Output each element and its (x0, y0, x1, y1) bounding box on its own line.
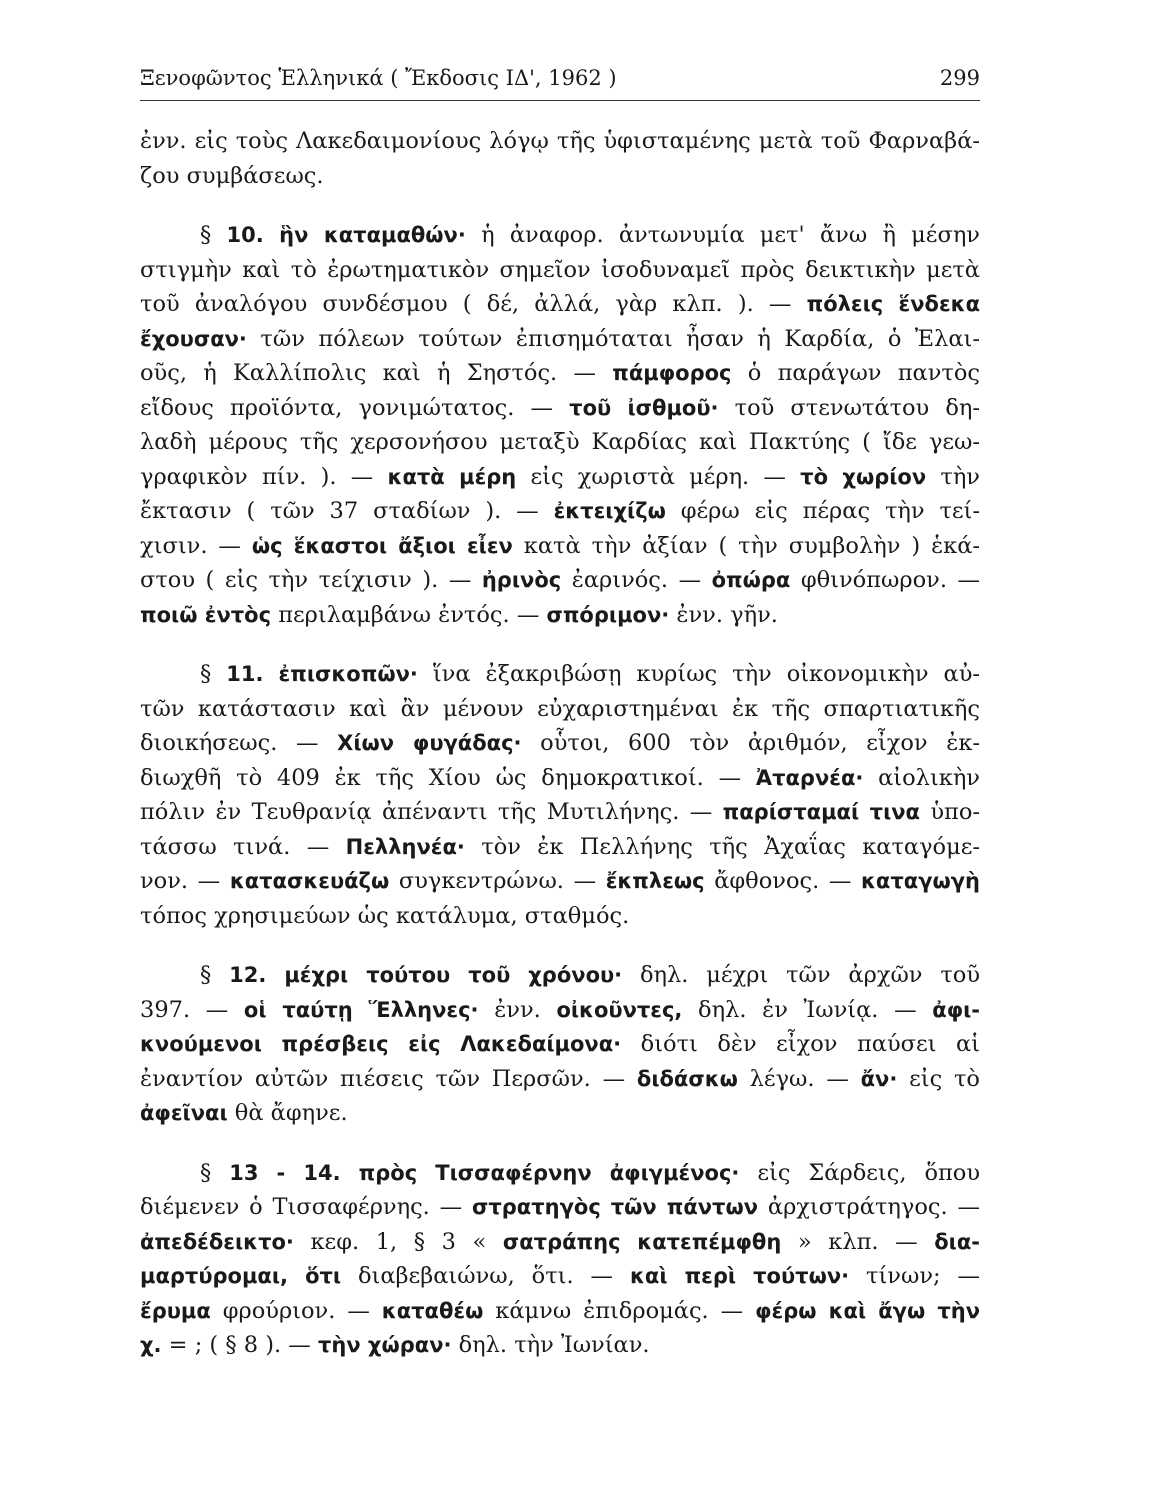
text-line (140, 356, 980, 391)
text-line (140, 529, 980, 564)
text-line (140, 494, 980, 529)
lemma-term: πάμφορος (612, 361, 732, 385)
text-line (140, 322, 980, 357)
gloss-text: τῶν κατάστασιν καὶ ἂν μένουν εὐχαριστημέναι ἐκ τῆς σπαρτιατικῆς (140, 695, 980, 722)
gloss-text: ἐνν. (478, 996, 557, 1023)
gloss-text: γραφικὸν πίν. ). — (140, 463, 388, 490)
gloss-text: ὑπο- (919, 799, 980, 825)
text-line (140, 159, 980, 194)
text-line (140, 253, 980, 288)
gloss-text: στιγμὴν καὶ τὸ ἐρωτηματικὸν σημεῖον ἰσοδυναμεῖ πρὸς δεικτικὴν μετὰ (140, 256, 980, 283)
paragraph (140, 1156, 980, 1363)
lemma-term: ἀφεῖναι (140, 1101, 228, 1125)
lemma-term: σατράπης κατεπέμφθη (502, 1229, 782, 1254)
gloss-text: θὰ ἄφηνε. (227, 1100, 348, 1126)
lemma-term: οἱ ταύτῃ Ἕλληνες· (243, 997, 479, 1022)
lemma-term: κνούμενοι πρέσβεις εἰς Λακεδαίμονα· (140, 1032, 622, 1056)
gloss-text: νον. — (140, 868, 230, 894)
gloss-text: φρούριον. — (210, 1297, 382, 1324)
gloss-text: διέμενεν ὁ Τισσαφέρνης. — (140, 1194, 473, 1220)
text-line (140, 563, 980, 598)
gloss-text: ὁ παράγων παντὸς (731, 360, 980, 386)
gloss-text: ἐαρινός. — (561, 567, 712, 593)
gloss-text: εἰς τὸ (897, 1065, 980, 1092)
lemma-term: σπόριμον· (546, 602, 670, 627)
gloss-text: κατὰ τὴν ἀξίαν ( τὴν συμβολὴν ) ἑκά- (512, 532, 981, 559)
paragraph (140, 218, 980, 632)
page-number: 299 (939, 66, 980, 90)
lemma-term: ὡς ἕκαστοι ἄξιοι εἶεν (251, 533, 513, 558)
text-line (140, 726, 980, 761)
lemma-term: τοῦ ἰσθμοῦ· (569, 395, 719, 420)
paragraph (140, 958, 980, 1131)
text-line (140, 657, 980, 692)
text-line (140, 1156, 980, 1191)
text-line (140, 761, 980, 796)
gloss-text: ἐνν. γῆν. (669, 601, 778, 628)
gloss-text: εἰς χωριστὰ μέρη. — (516, 463, 801, 490)
gloss-text: φέρω εἰς πέρας τὴν τεί- (665, 498, 980, 524)
text-line (140, 460, 980, 495)
gloss-text: ἀρχιστράτηγος. — (758, 1194, 980, 1220)
gloss-text: στου ( εἰς τὴν τείχισιν ). — (140, 567, 482, 593)
lemma-term: στρατηγὸς τῶν πάντων (472, 1195, 759, 1219)
paragraph-gap (140, 193, 980, 218)
text-line (140, 425, 980, 460)
paragraph (140, 124, 980, 193)
lemma-term: τὴν χώραν· (317, 1333, 452, 1357)
gloss-text: αἰολικὴν (863, 764, 980, 791)
lemma-term: ἀφι- (932, 997, 981, 1022)
lemma-term: φέρω καὶ ἄγω τὴν (755, 1298, 980, 1323)
gloss-text: § (200, 1159, 230, 1186)
gloss-text: περιλαμβάνω ἐντός. — (271, 601, 547, 628)
lemma-term: δια- (934, 1229, 980, 1254)
lemma-term: οἰκοῦντες, (556, 997, 683, 1022)
gloss-text: διωχθῆ τὸ 409 ἐκ τῆς Χίου ὡς δημοκρατικοί. — (140, 764, 756, 791)
gloss-text: φθινόπωρον. — (790, 567, 980, 593)
lemma-term: Χίων φυγάδας· (337, 731, 522, 755)
lemma-term: καταγωγὴ (861, 869, 981, 893)
lemma-term: διδάσκω (636, 1066, 738, 1091)
lemma-term: κατασκευάζω (229, 869, 390, 893)
text-line (140, 1294, 980, 1329)
gloss-text: ἐναντίον αὐτῶν πιέσεις τῶν Περσῶν. — (140, 1065, 637, 1092)
gloss-text: § (200, 661, 227, 687)
gloss-text: » κλπ. — (781, 1228, 935, 1255)
text-line (140, 124, 980, 159)
gloss-text: = ; ( § 8 ). — (161, 1332, 318, 1358)
text-line (140, 1328, 980, 1363)
gloss-text: 397. — (140, 996, 244, 1023)
gloss-text: κάμνω ἐπιδρομάς. — (483, 1297, 756, 1324)
lemma-term: τὸ χωρίον (800, 464, 927, 489)
lemma-term: ὀπώρα (711, 568, 791, 592)
gloss-text: τοῦ στενωτάτου δη- (718, 394, 981, 421)
gloss-text: δηλ. τὴν Ἰωνίαν. (451, 1332, 650, 1358)
gloss-text: διοικήσεως. — (140, 730, 338, 756)
gloss-text: κεφ. 1, § 3 « (293, 1228, 503, 1255)
lemma-term: κατὰ μέρη (387, 464, 517, 489)
gloss-text: § (200, 222, 227, 248)
text-line (140, 1062, 980, 1097)
gloss-text: δηλ. μέχρι τῶν ἀρχῶν τοῦ (622, 962, 981, 988)
lemma-term: μαρτύρομαι, ὅτι (140, 1264, 342, 1288)
gloss-text: τάσσω τινά. — (140, 833, 346, 860)
lemma-term: χ. (140, 1333, 162, 1357)
lemma-term: ἠρινὸς (481, 568, 562, 592)
text-line (140, 1096, 980, 1131)
gloss-text: διότι δὲν εἶχον παύσει αἱ (621, 1031, 980, 1057)
gloss-text: ἄφθονος. — (704, 868, 862, 894)
paragraph (140, 657, 980, 933)
gloss-text: ἐνν. εἰς τοὺς Λακεδαιμονίους λόγῳ τῆς ὑφισταμένης μετὰ τοῦ Φαρναβά- (140, 128, 980, 154)
running-header (140, 66, 980, 90)
gloss-text: ζου συμβάσεως. (140, 162, 324, 189)
text-line (140, 795, 980, 830)
lemma-term: 13 - 14. πρὸς Τισσαφέρνην ἀφιγμένος· (229, 1160, 740, 1185)
lemma-term: 12. μέχρι τούτου τοῦ χρόνου· (229, 963, 623, 987)
lemma-term: πόλεις ἕνδεκα (806, 292, 980, 316)
lemma-term: καταθέω (381, 1298, 484, 1323)
lemma-term: ἔχουσαν· (140, 326, 247, 351)
gloss-text: λέγω. — (737, 1065, 861, 1092)
gloss-text: § (200, 962, 230, 988)
text-line (140, 287, 980, 322)
text-line (140, 692, 980, 727)
lemma-term: καὶ περὶ τούτων· (629, 1264, 850, 1288)
text-line (140, 218, 980, 253)
gloss-text: εἴδους προϊόντα, γονιμώτατος. — (140, 394, 570, 421)
gloss-text: διαβεβαιώνω, ὅτι. — (341, 1263, 630, 1289)
gloss-text: τῶν πόλεων τούτων ἐπισημόταται ἦσαν ἡ Καρδία, ὁ Ἐλαι- (246, 325, 980, 352)
paragraph-gap (140, 933, 980, 958)
gloss-text: τὸν ἐκ Πελλήνης τῆς Ἀχαΐας καταγόμε- (464, 833, 980, 860)
gloss-text: δηλ. ἐν Ἰωνίᾳ. — (682, 996, 933, 1023)
gloss-text: τίνων; — (849, 1263, 980, 1289)
lemma-term: ἔρυμα (140, 1298, 211, 1323)
lemma-term: Πελληνέα· (345, 834, 465, 859)
gloss-text: συγκεντρώνω. — (389, 868, 606, 894)
lemma-term: ἔκπλεως (605, 869, 705, 893)
gloss-text: ἔκτασιν ( τῶν 37 σταδίων ). — (140, 498, 554, 524)
text-line (140, 830, 980, 865)
gloss-text: οῦς, ἡ Καλλίπολις καὶ ἡ Σηστός. — (140, 360, 613, 386)
lemma-term: ἄν· (860, 1066, 898, 1091)
text-line (140, 1225, 980, 1260)
gloss-text: χισιν. — (140, 532, 252, 559)
header-rule (140, 100, 980, 101)
gloss-text: εἰς Σάρδεις, ὅπου (739, 1159, 980, 1186)
text-line (140, 899, 980, 934)
text-line (140, 391, 980, 426)
paragraph-gap (140, 1131, 980, 1156)
gloss-text: τοῦ ἀναλόγου συνδέσμου ( δέ, ἀλλά, γὰρ κλπ. ). — (140, 291, 807, 317)
gloss-text: ἵνα ἐξακριβώσῃ κυρίως τὴν οἰκονομικὴν αὐ- (417, 661, 980, 687)
lemma-term: 11. ἐπισκοπῶν· (226, 662, 418, 686)
gloss-text: πόλιν ἐν Τευθρανίᾳ ἀπέναντι τῆς Μυτιλήνης. — (140, 799, 723, 825)
text-line (140, 598, 980, 633)
text-line (140, 993, 980, 1028)
lemma-term: Ἀταρνέα· (755, 765, 864, 790)
gloss-text: λαδὴ μέρους τῆς χερσονήσου μεταξὺ Καρδίας καὶ Πακτύης ( ἴδε γεω- (140, 429, 980, 455)
text-line (140, 1027, 980, 1062)
paragraph-gap (140, 632, 980, 657)
gloss-text: οὗτοι, 600 τὸν ἀριθμόν, εἶχον ἐκ- (521, 730, 980, 756)
gloss-text: ἡ ἀναφορ. ἀντωνυμία μετ' ἄνω ἢ μέσην (465, 222, 980, 248)
text-line (140, 864, 980, 899)
lemma-term: ἀπεδέδεικτο· (140, 1229, 294, 1254)
commentary-body (140, 124, 980, 1363)
text-line (140, 1259, 980, 1294)
gloss-text: τόπος χρησιμεύων ὡς κατάλυμα, σταθμός. (140, 902, 630, 929)
lemma-term: παρίσταμαί τινα (722, 800, 920, 824)
lemma-term: ποιῶ ἐντὸς (140, 602, 272, 627)
gloss-text: τὴν (926, 463, 980, 490)
text-line (140, 1190, 980, 1225)
header-title: Ξενοφῶντος Ἑλληνικά ( Ἔκδοσις ΙΔ', 1962 ) (140, 66, 617, 90)
lemma-term: 10. ἣν καταμαθών· (226, 223, 466, 247)
text-line (140, 958, 980, 993)
lemma-term: ἐκτειχίζω (553, 499, 666, 523)
